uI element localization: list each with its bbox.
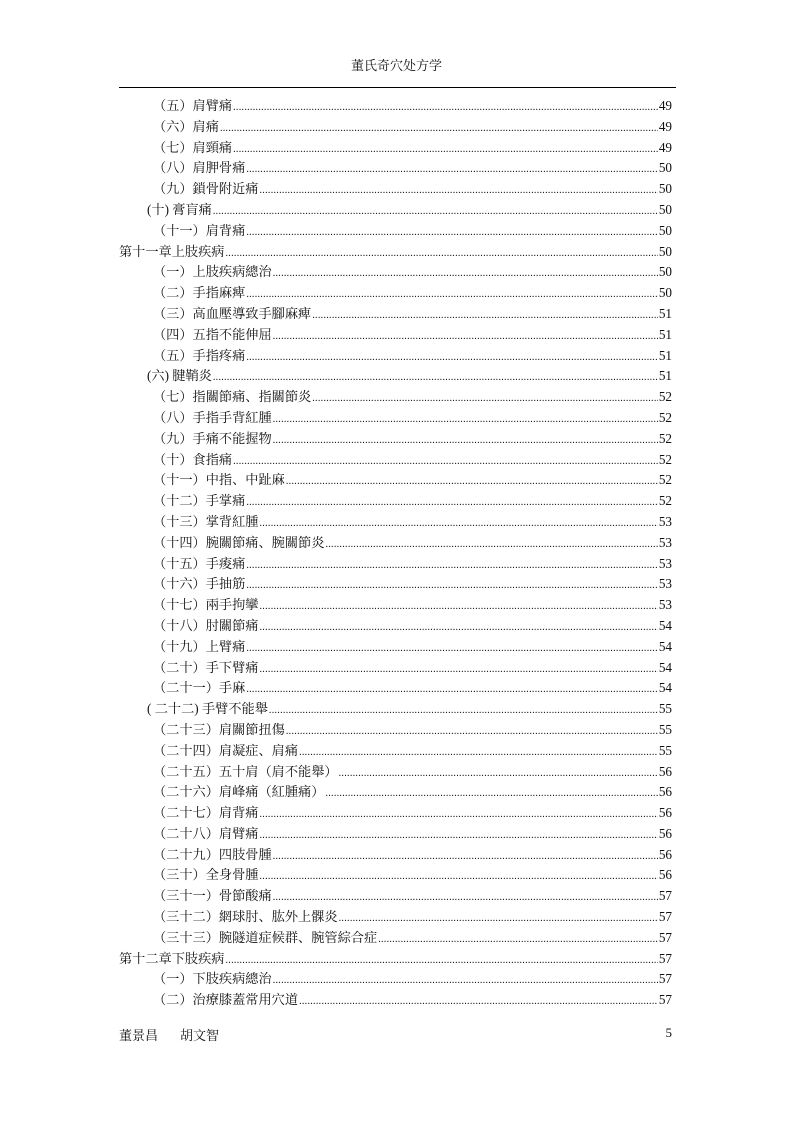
toc-entry-title: （十一）肩背痛 <box>153 222 246 238</box>
toc-entry-title: （十二）手掌痛 <box>153 493 246 509</box>
toc-entry-title: （八）肩胛骨痛 <box>153 160 246 176</box>
toc-entry-title: 第十一章上肢疾病 <box>119 243 225 259</box>
toc-entry-page: 50 <box>658 285 672 301</box>
toc-entry-title: （四）五指不能伸屈 <box>153 326 272 342</box>
toc-entry[interactable] <box>119 450 672 471</box>
page-footer <box>119 1025 672 1044</box>
dot-leader <box>260 597 658 618</box>
dot-leader <box>260 181 658 202</box>
dot-leader <box>273 431 658 452</box>
toc-entry-title: （一）上肢疾病總治 <box>153 264 272 280</box>
toc-entry-page: 56 <box>658 805 672 821</box>
dot-leader <box>286 472 658 493</box>
toc-entry-title: （一）下肢疾病總治 <box>153 971 272 987</box>
dot-leader <box>226 951 658 972</box>
toc-entry-page: 49 <box>658 139 672 155</box>
footer-authors <box>119 1025 219 1044</box>
toc-entry-page: 54 <box>658 659 672 675</box>
toc-entry[interactable] <box>119 637 672 658</box>
toc-entry-page: 57 <box>658 950 672 966</box>
running-header: 董氏奇穴处方学 <box>350 58 442 73</box>
toc-entry-title: （十四）腕關節痛、腕關節炎 <box>153 534 325 550</box>
toc-entry[interactable] <box>119 470 672 491</box>
dot-leader <box>213 368 658 389</box>
toc-entry-page: 50 <box>658 160 672 176</box>
toc-entry-title: （八）手指手背紅腫 <box>153 409 272 425</box>
toc-entry[interactable] <box>119 658 672 679</box>
dot-leader <box>260 514 658 535</box>
toc-entry-page: 56 <box>658 763 672 779</box>
toc-entry-page: 52 <box>658 409 672 425</box>
dot-leader <box>233 452 658 473</box>
toc-entry-title: （九）手痛不能握物 <box>153 430 272 446</box>
toc-entry[interactable] <box>119 865 672 886</box>
toc-entry-title: (十) 膏肓痛 <box>147 201 212 217</box>
dot-leader <box>246 285 658 306</box>
dot-leader <box>339 909 658 930</box>
toc-entry-title: （三十）全身骨腫 <box>153 867 259 883</box>
dot-leader <box>312 389 658 410</box>
dot-leader <box>273 327 658 348</box>
toc-entry-title: （三）高血壓導致手腳麻痺 <box>153 305 312 321</box>
dot-leader <box>246 493 658 514</box>
toc-entry-page: 54 <box>658 617 672 633</box>
toc-entry-page: 51 <box>658 326 672 342</box>
toc-entry-page: 57 <box>658 971 672 987</box>
toc-entry-title: （七）指關節痛、指關節炎 <box>153 389 312 405</box>
toc-entry-title: （九）鎖骨附近痛 <box>153 181 259 197</box>
author-name: 董景昌 <box>119 1028 159 1043</box>
dot-leader <box>299 743 658 764</box>
toc-entry-page: 57 <box>658 909 672 925</box>
toc-entry-page: 57 <box>658 992 672 1008</box>
toc-entry[interactable] <box>119 907 672 928</box>
toc-entry[interactable] <box>119 928 672 949</box>
toc-entry-page: 53 <box>658 597 672 613</box>
dot-leader <box>226 244 658 265</box>
toc-entry[interactable] <box>119 221 672 242</box>
toc-entry-page: 55 <box>658 701 672 717</box>
toc-entry-title: （十九）上臂痛 <box>153 638 246 654</box>
toc-entry-page: 52 <box>658 430 672 446</box>
toc-entry-title: （二十九）四肢骨腫 <box>153 846 272 862</box>
toc-entry-page: 56 <box>658 846 672 862</box>
dot-leader <box>273 971 658 992</box>
dot-leader <box>233 140 658 161</box>
toc-entry[interactable] <box>119 886 672 907</box>
toc-entry[interactable] <box>119 741 672 762</box>
dot-leader <box>273 888 658 909</box>
dot-leader <box>260 805 658 826</box>
toc-entry[interactable] <box>119 283 672 304</box>
toc-entry-title: (六) 腱鞘炎 <box>147 368 212 384</box>
toc-entry[interactable] <box>119 387 672 408</box>
toc-entry[interactable] <box>119 96 672 117</box>
toc-entry-page: 52 <box>658 493 672 509</box>
toc-entry[interactable] <box>119 533 672 554</box>
toc-entry-title: （十）食指痛 <box>153 451 233 467</box>
toc-entry[interactable] <box>119 429 672 450</box>
dot-leader <box>260 826 658 847</box>
toc-entry[interactable] <box>119 262 672 283</box>
toc-entry[interactable] <box>119 574 672 595</box>
toc-entry-title: （六）肩痛 <box>153 118 219 134</box>
toc-entry-title: （十八）肘關節痛 <box>153 617 259 633</box>
toc-entry[interactable] <box>119 158 672 179</box>
toc-entry-title: （七）肩頸痛 <box>153 139 233 155</box>
toc-entry[interactable] <box>119 699 672 720</box>
toc-entry-page: 56 <box>658 825 672 841</box>
toc-entry-page: 55 <box>658 721 672 737</box>
toc-entry-title: （二）治療膝蓋常用穴道 <box>153 992 299 1008</box>
toc-entry-title: （二十）手下臂痛 <box>153 659 259 675</box>
dot-leader <box>325 784 657 805</box>
dot-leader <box>273 264 658 285</box>
toc-entry[interactable] <box>119 179 672 200</box>
toc-entry-page: 53 <box>658 534 672 550</box>
toc-entry-title: （二十四）肩凝症、肩痛 <box>153 742 299 758</box>
toc-entry[interactable] <box>119 408 672 429</box>
toc-entry[interactable] <box>119 990 672 1011</box>
toc-entry[interactable] <box>119 616 672 637</box>
toc-entry-title: ( 二十二) 手臂不能舉 <box>147 701 268 717</box>
dot-leader <box>246 639 658 660</box>
toc-entry[interactable] <box>119 678 672 699</box>
header-rule <box>119 87 676 88</box>
toc-entry[interactable] <box>119 824 672 845</box>
page-number: 5 <box>665 1025 672 1040</box>
dot-leader <box>246 576 658 597</box>
dot-leader <box>260 618 658 639</box>
dot-leader <box>325 535 657 556</box>
dot-leader <box>286 722 658 743</box>
toc-entry-page: 52 <box>658 472 672 488</box>
toc-entry-page: 52 <box>658 451 672 467</box>
toc-entry-title: （三十一）骨節酸痛 <box>153 888 272 904</box>
dot-leader <box>273 847 658 868</box>
dot-leader <box>339 764 658 785</box>
toc-entry-page: 49 <box>658 118 672 134</box>
toc-chapter-entry[interactable] <box>119 949 672 970</box>
toc-entry-page: 55 <box>658 742 672 758</box>
toc-entry-page: 50 <box>658 201 672 217</box>
dot-leader <box>213 202 658 223</box>
dot-leader <box>299 992 658 1013</box>
toc-entry-page: 51 <box>658 347 672 363</box>
dot-leader <box>220 119 658 140</box>
toc-chapter-entry[interactable] <box>119 242 672 263</box>
dot-leader <box>246 160 658 181</box>
dot-leader <box>246 348 658 369</box>
toc-entry-title: （十六）手抽筋 <box>153 576 246 592</box>
toc-entry-page: 50 <box>658 243 672 259</box>
dot-leader <box>260 867 658 888</box>
toc-entry-title: （十三）掌背紅腫 <box>153 513 259 529</box>
toc-entry-page: 50 <box>658 264 672 280</box>
toc-entry-title: （二十三）肩關節扭傷 <box>153 721 285 737</box>
toc-entry[interactable] <box>119 366 672 387</box>
toc-entry-page: 54 <box>658 638 672 654</box>
toc-entry[interactable] <box>119 782 672 803</box>
toc-entry[interactable] <box>119 138 672 159</box>
toc-entry-page: 50 <box>658 222 672 238</box>
toc-entry[interactable] <box>119 117 672 138</box>
dot-leader <box>246 680 658 701</box>
toc-entry-title: （五）手指疼痛 <box>153 347 246 363</box>
toc-entry-title: 第十二章下肢疾病 <box>119 950 225 966</box>
toc-entry[interactable] <box>119 845 672 866</box>
dot-leader <box>312 306 658 327</box>
toc-entry[interactable] <box>119 554 672 575</box>
toc-entry-title: （二十六）肩峰痛（紅腫痛） <box>153 784 325 800</box>
toc-entry-page: 51 <box>658 305 672 321</box>
toc-entry-title: （十一）中指、中趾麻 <box>153 472 285 488</box>
toc-entry-title: （二）手指麻痺 <box>153 285 246 301</box>
toc-entry-page: 54 <box>658 680 672 696</box>
toc-entry-page: 51 <box>658 368 672 384</box>
dot-leader <box>246 223 658 244</box>
toc-entry-page: 57 <box>658 888 672 904</box>
toc-entry[interactable] <box>119 200 672 221</box>
toc-entry-title: （十五）手痠痛 <box>153 555 246 571</box>
toc-entry[interactable] <box>119 512 672 533</box>
toc-entry-page: 52 <box>658 389 672 405</box>
toc-entry[interactable] <box>119 491 672 512</box>
toc-entry-page: 53 <box>658 576 672 592</box>
toc-entry-page: 56 <box>658 867 672 883</box>
dot-leader <box>260 660 658 681</box>
dot-leader <box>273 410 658 431</box>
toc-entry-page: 57 <box>658 929 672 945</box>
toc-entry[interactable] <box>119 969 672 990</box>
toc-entry-page: 53 <box>658 513 672 529</box>
toc-entry-page: 56 <box>658 784 672 800</box>
author-name: 胡文智 <box>180 1028 220 1043</box>
table-of-contents <box>119 96 672 1011</box>
toc-entry-title: （二十七）肩背痛 <box>153 805 259 821</box>
toc-entry-page: 49 <box>658 98 672 113</box>
toc-entry[interactable] <box>119 762 672 783</box>
toc-entry-title: （十七）兩手拘攣 <box>153 597 259 613</box>
dot-leader <box>378 930 658 951</box>
toc-entry[interactable] <box>119 595 672 616</box>
toc-entry-page: 50 <box>658 181 672 197</box>
toc-entry[interactable] <box>119 803 672 824</box>
toc-entry[interactable] <box>119 325 672 346</box>
toc-entry-title: （三十三）腕隧道症候群、腕管綜合症 <box>153 929 378 945</box>
toc-entry-title: （三十二）網球肘、肱外上髁炎 <box>153 909 338 925</box>
toc-entry[interactable] <box>119 720 672 741</box>
dot-leader <box>246 556 658 577</box>
toc-entry-title: （二十八）肩臂痛 <box>153 825 259 841</box>
dot-leader <box>269 701 658 722</box>
toc-entry-title: （二十五）五十肩（肩不能舉） <box>153 763 338 779</box>
toc-entry[interactable] <box>119 304 672 325</box>
toc-entry-title: （五）肩臂痛 <box>153 98 233 113</box>
toc-entry[interactable] <box>119 346 672 367</box>
dot-leader <box>233 98 658 119</box>
toc-entry-title: （二十一）手麻 <box>153 680 246 696</box>
toc-entry-page: 53 <box>658 555 672 571</box>
